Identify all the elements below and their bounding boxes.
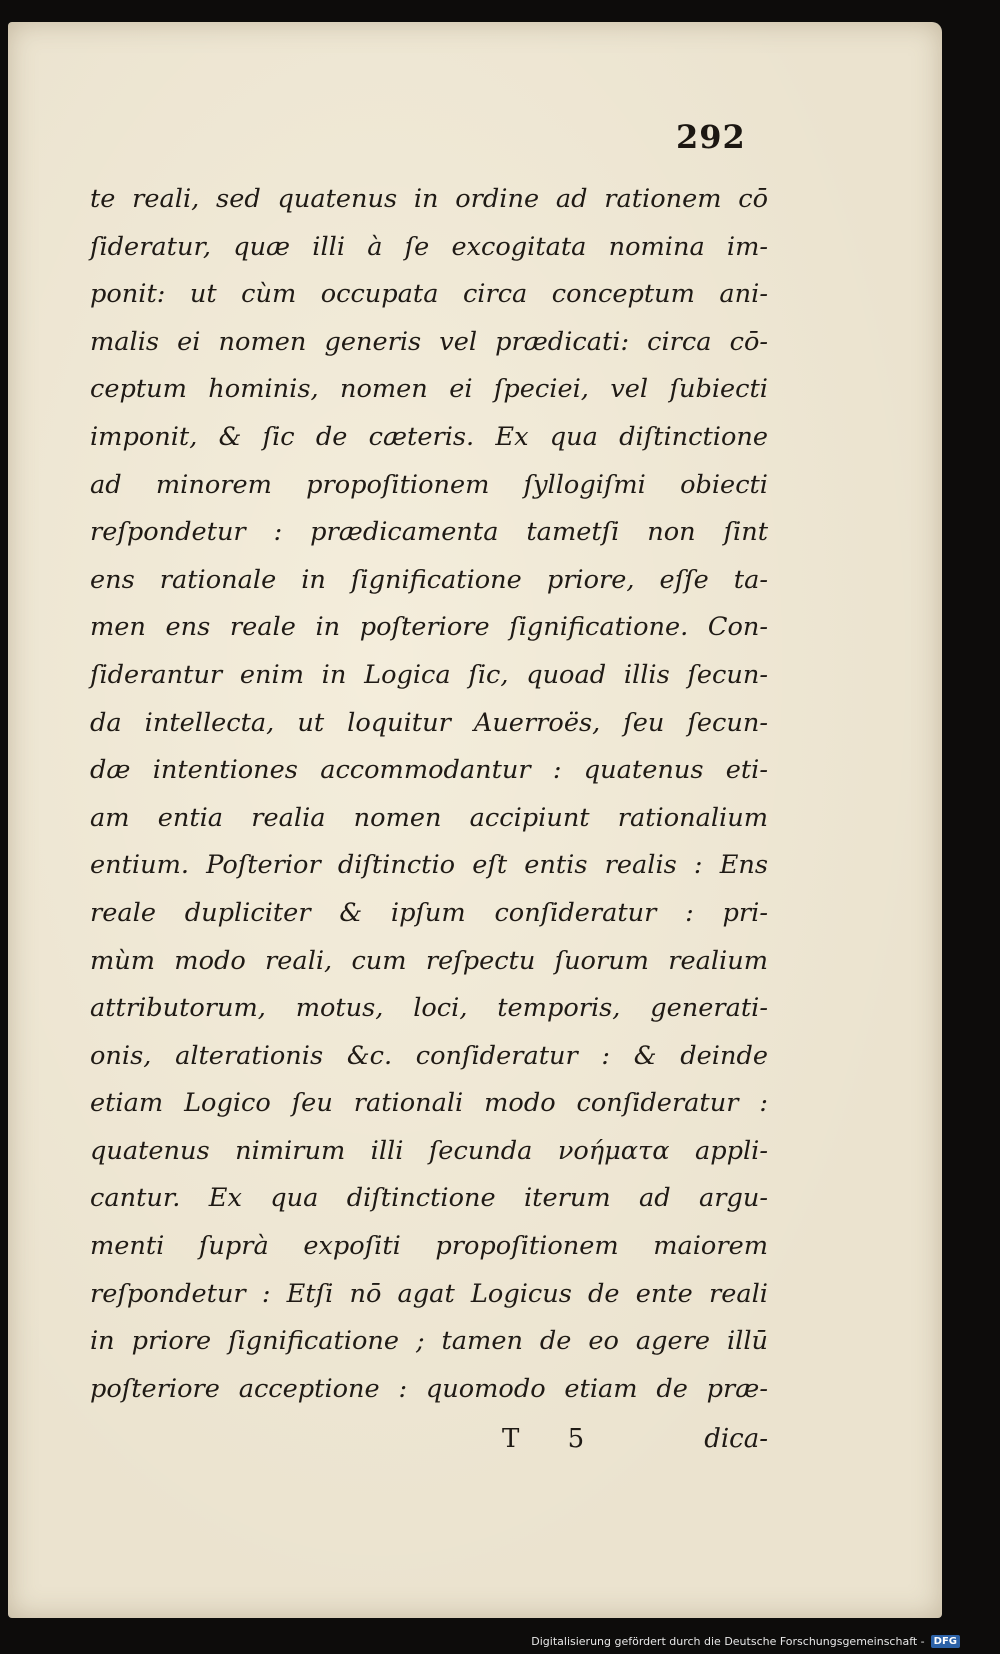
signature-mark: T 5 (502, 1424, 605, 1454)
text-line-5: ceptum hominis, nomen ei ſpeciei, vel ſubiecti (90, 374, 768, 405)
text-line-18: attributorum, motus, loci, temporis, generati- (90, 993, 768, 1024)
text-line-25: in priore ſignificatione ; tamen de eo agere illū (90, 1326, 768, 1357)
dfg-notice-text: Digitalisierung gefördert durch die Deutsche Forschungsgemeinschaft - (531, 1634, 925, 1648)
text-line-19: onis, alterationis &c. conſideratur : & deinde (90, 1040, 768, 1071)
text-line-10: men ens reale in poſteriore ſignificatione. Con- (90, 612, 768, 643)
text-line-15: entium. Poſterior diſtinctio eſt entis realis : Ens (90, 850, 768, 881)
body-text (90, 176, 768, 1413)
text-line-23: menti ſuprà expoſiti propoſitionem maiorem (90, 1231, 768, 1262)
text-line-14: am entia realia nomen accipiunt rationalium (90, 802, 768, 833)
page-footer (90, 1424, 768, 1464)
text-line-8: reſpondetur : prædicamenta tametſi non ſint (90, 517, 768, 548)
dfg-logo: DFG (931, 1635, 960, 1648)
text-line-9: ens rationale in ſignificatione priore, eſſe ta- (90, 564, 768, 595)
text-line-3: ponit: ut cùm occupata circa conceptum ani- (90, 279, 768, 310)
text-line-21: quatenus nimirum illi ſecunda νοήματα appli- (90, 1135, 768, 1166)
text-line-12: da intellecta, ut loquitur Auerroës, ſeu ſecun- (90, 707, 768, 738)
text-line-22: cantur. Ex qua diſtinctione iterum ad argu- (90, 1183, 768, 1214)
text-line-6: imponit, & ſic de cæteris. Ex qua diſtinctione (90, 421, 768, 452)
text-line-16: reale dupliciter & ipſum conſideratur : pri- (90, 897, 768, 928)
text-line-2: ſideratur, quæ illi à ſe excogitata nomina im- (90, 231, 768, 262)
text-line-7: ad minorem propoſitionem ſyllogiſmi obiecti (90, 469, 768, 500)
text-line-1: te reali, sed quatenus in ordine ad rationem cō (90, 184, 768, 214)
page-number: 292 (676, 118, 746, 156)
text-line-4: malis ei nomen generis vel prædicati: circa cō- (90, 326, 768, 357)
text-line-13: dæ intentiones accommodantur : quatenus eti- (90, 755, 768, 786)
dfg-credit-bar (531, 1632, 960, 1650)
text-line-26: poſteriore acceptione : quomodo etiam de præ- (90, 1373, 768, 1404)
book-page (8, 22, 942, 1618)
catchword: dica- (704, 1424, 768, 1454)
text-line-20: etiam Logico ſeu rationali modo conſideratur : (90, 1088, 768, 1119)
text-line-11: ſiderantur enim in Logica ſic, quoad illis ſecun- (90, 659, 768, 690)
text-line-17: mùm modo reali, cum reſpectu ſuorum realium (90, 945, 768, 976)
text-line-24: reſpondetur : Etſi nō agat Logicus de ente reali (90, 1278, 768, 1309)
